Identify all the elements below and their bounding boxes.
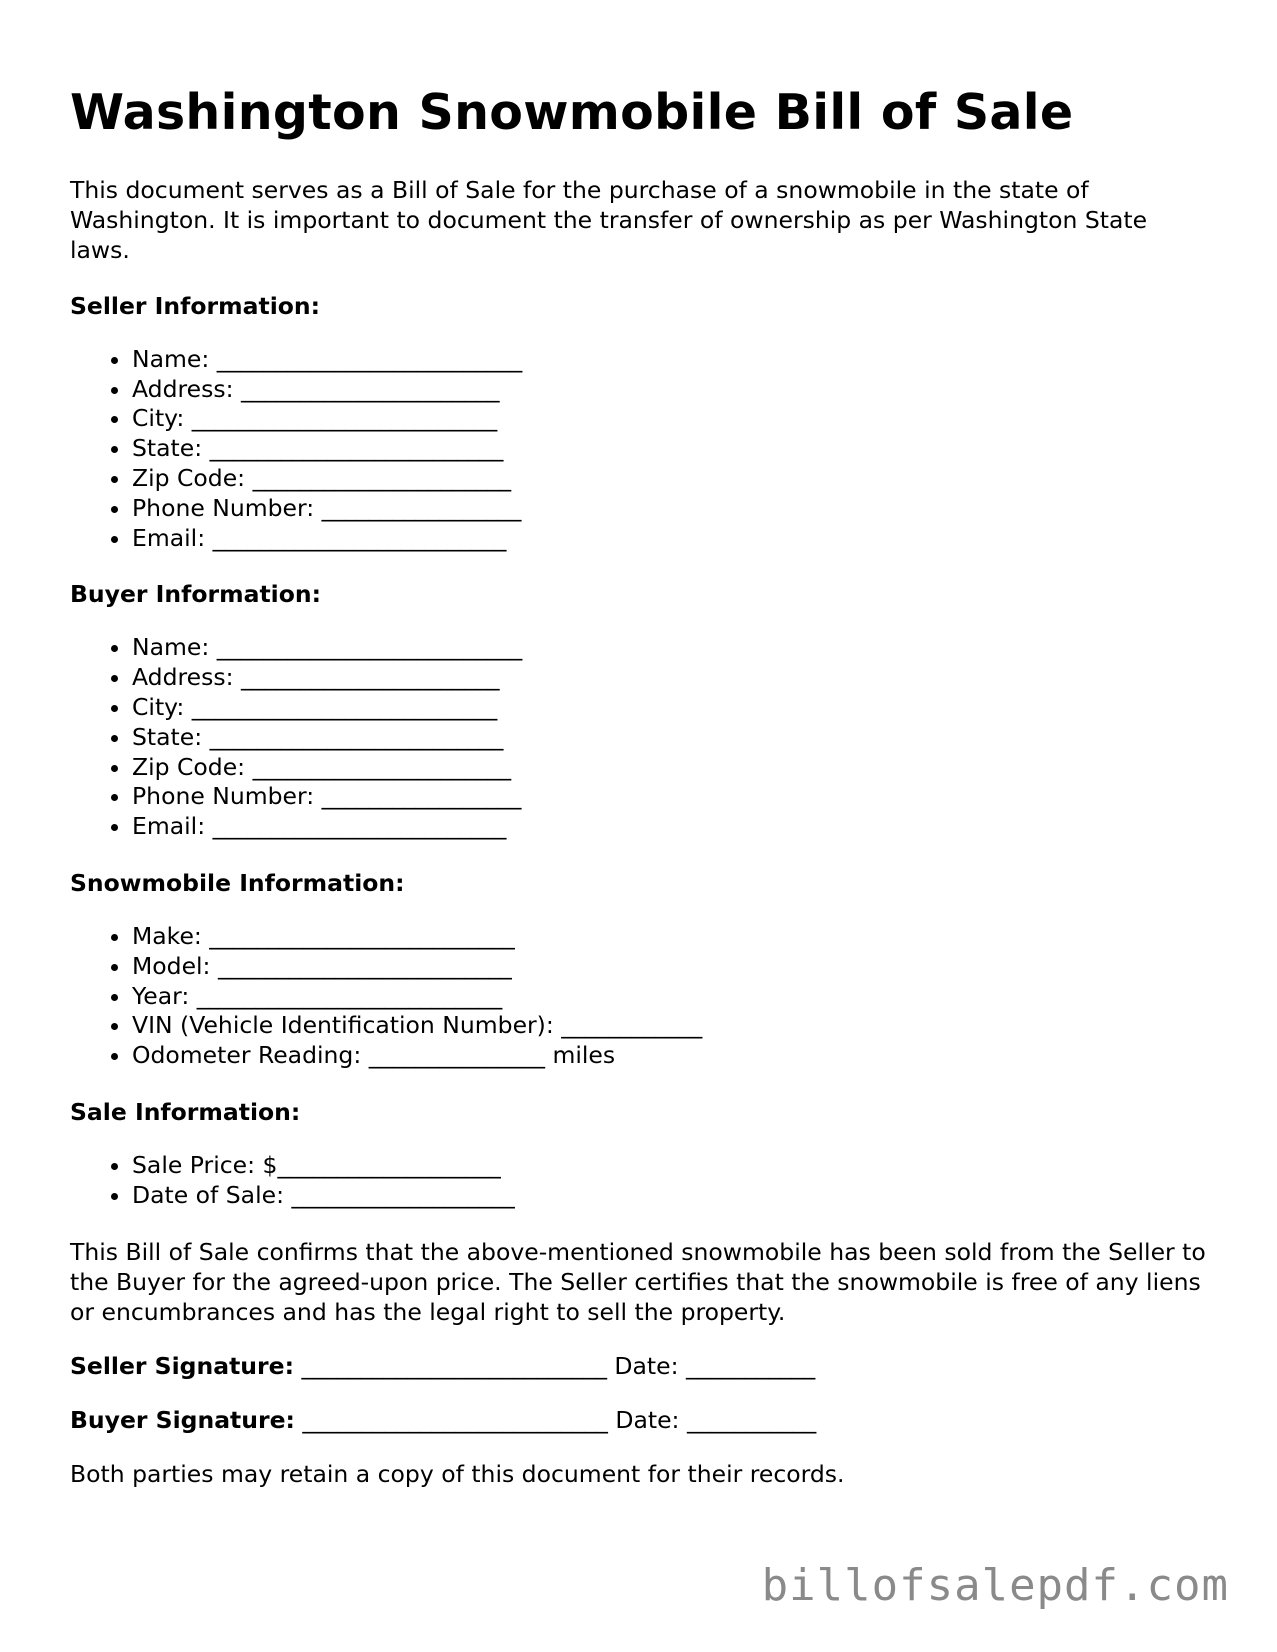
snowmobile-vin-field[interactable]: • VIN (Vehicle Identification Number): ____________ (132, 1011, 1210, 1041)
buyer-city-field[interactable]: • City: __________________________ (132, 693, 1210, 723)
seller-email-field[interactable]: • Email: _________________________ (132, 524, 1210, 554)
snowmobile-section-heading: Snowmobile Information: (70, 868, 405, 897)
buyer-signature-line[interactable] (70, 1405, 1210, 1435)
closing-paragraph: This Bill of Sale confirms that the above-mentioned snowmobile has been sold from the Seller to the Buyer for the agreed-upon price. The Seller certifies that the snowmobile is free of any liens or encumbrances and has the legal right to sell the property. (70, 1237, 1206, 1326)
document-title: Washington Snowmobile Bill of Sale (70, 84, 1074, 141)
snowmobile-fields-list (70, 922, 1210, 1071)
intro-paragraph: This document serves as a Bill of Sale for the purchase of a snowmobile in the state of Washington. It is important to document the transfer of ownership as per Washington State laws. (70, 175, 1148, 264)
buyer-section-heading: Buyer Information: (70, 580, 322, 609)
buyer-address-field[interactable]: • Address: ______________________ (132, 663, 1210, 693)
seller-name-field[interactable]: • Name: __________________________ (132, 345, 1210, 375)
sale-section-heading: Sale Information: (70, 1097, 301, 1126)
buyer-state-field[interactable]: • State: _________________________ (132, 723, 1210, 753)
sale-price-field[interactable]: • Sale Price: $___________________ (132, 1151, 1210, 1181)
buyer-fields-list (70, 633, 1210, 842)
seller-city-field[interactable]: • City: __________________________ (132, 404, 1210, 434)
snowmobile-model-field[interactable]: • Model: _________________________ (132, 952, 1210, 982)
seller-section-heading: Seller Information: (70, 291, 321, 320)
seller-signature-label: Seller Signature: (70, 1351, 294, 1380)
buyer-signature-label: Buyer Signature: (70, 1405, 295, 1434)
buyer-email-field[interactable]: • Email: _________________________ (132, 812, 1210, 842)
retain-copy-note: Both parties may retain a copy of this document for their records. (70, 1459, 845, 1488)
seller-signature-line[interactable] (70, 1351, 1210, 1381)
buyer-phone-field[interactable]: • Phone Number: _________________ (132, 782, 1210, 812)
buyer-signature-blanks[interactable]: __________________________ Date: ___________ (294, 1405, 817, 1434)
seller-signature-blanks[interactable]: __________________________ Date: ___________ (293, 1351, 816, 1380)
snowmobile-year-field[interactable]: • Year: __________________________ (132, 982, 1210, 1012)
snowmobile-make-field[interactable]: • Make: __________________________ (132, 922, 1210, 952)
watermark-text: billofsalepdf.com (761, 1560, 1229, 1611)
buyer-zip-field[interactable]: • Zip Code: ______________________ (132, 753, 1210, 783)
seller-fields-list (70, 345, 1210, 554)
sale-fields-list (70, 1151, 1210, 1211)
sale-date-field[interactable]: • Date of Sale: ___________________ (132, 1181, 1210, 1211)
seller-address-field[interactable]: • Address: ______________________ (132, 375, 1210, 405)
snowmobile-odometer-field[interactable]: • Odometer Reading: _______________ miles (132, 1041, 1210, 1071)
seller-phone-field[interactable]: • Phone Number: _________________ (132, 494, 1210, 524)
buyer-name-field[interactable]: • Name: __________________________ (132, 633, 1210, 663)
seller-state-field[interactable]: • State: _________________________ (132, 434, 1210, 464)
bill-of-sale-document (70, 84, 1210, 1489)
seller-zip-field[interactable]: • Zip Code: ______________________ (132, 464, 1210, 494)
